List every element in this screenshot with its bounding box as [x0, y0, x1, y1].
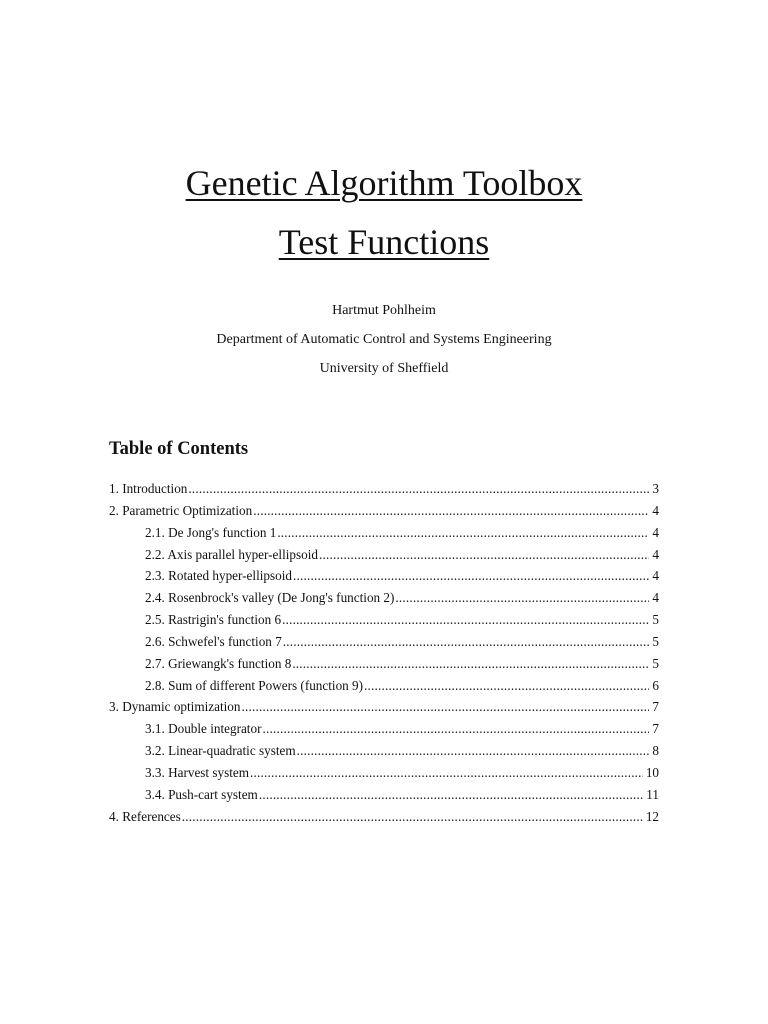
toc-dot-leader [241, 696, 649, 718]
toc-entry-page-number: 7 [652, 721, 659, 737]
toc-entry-page-number: 4 [652, 568, 659, 584]
toc-entry[interactable] [109, 718, 659, 740]
toc-entry-page-number: 6 [652, 677, 659, 693]
toc-dot-leader [395, 587, 649, 609]
toc-entry-label: 2.5. Rastrigin's function 6 [145, 612, 282, 628]
toc-entry-label: 2.4. Rosenbrock's valley (De Jong's function 2) [145, 590, 395, 606]
toc-entry-page-number: 4 [652, 524, 659, 540]
toc-entry-page-number: 10 [645, 764, 659, 780]
toc-entry[interactable] [109, 500, 659, 522]
toc-entry-page-number: 12 [645, 808, 659, 824]
toc-dot-leader [262, 718, 649, 740]
toc-entry[interactable] [109, 675, 659, 697]
department-name: Department of Automatic Control and Systems Engineering [216, 332, 552, 347]
toc-entry[interactable] [109, 784, 659, 806]
toc-dot-leader [297, 740, 650, 762]
toc-entry-page-number: 4 [652, 502, 659, 518]
toc-entry[interactable] [109, 740, 659, 762]
toc-dot-leader [283, 631, 650, 653]
toc-entry-label: 2. Parametric Optimization [109, 502, 253, 518]
toc-entry[interactable] [109, 587, 659, 609]
toc-entry-page-number: 4 [652, 590, 659, 606]
toc-entry-label: 2.8. Sum of different Powers (function 9) [145, 677, 364, 693]
toc-entry-label: 2.1. De Jong's function 1 [145, 524, 277, 540]
toc-entry-label: 2.3. Rotated hyper-ellipsoid [145, 568, 292, 584]
toc-entry[interactable] [109, 696, 659, 718]
toc-entry[interactable] [109, 565, 659, 587]
toc-dot-leader [292, 653, 649, 675]
toc-entry-label: 3. Dynamic optimization [109, 699, 241, 715]
toc-entry-label: 3.1. Double integrator [145, 721, 262, 737]
toc-entry-page-number: 5 [652, 655, 659, 671]
toc-entry[interactable] [109, 522, 659, 544]
toc-dot-leader [293, 565, 649, 587]
toc-dot-leader [364, 675, 649, 697]
document-title-line1: Genetic Algorithm Toolbox [185, 163, 583, 203]
toc-entry-label: 3.4. Push-cart system [145, 786, 258, 802]
toc-entry-page-number: 5 [652, 633, 659, 649]
toc-dot-leader [182, 806, 643, 828]
toc-entry[interactable] [109, 806, 659, 828]
toc-entry-page-number: 5 [652, 612, 659, 628]
toc-entry-label: 1. Introduction [109, 481, 188, 496]
toc-entry-label: 4. References [109, 808, 181, 824]
toc-entry-page-number: 4 [652, 546, 659, 562]
toc-dot-leader [277, 522, 649, 544]
toc-dot-leader [319, 544, 649, 566]
toc-entry[interactable] [109, 631, 659, 653]
toc-entry[interactable] [109, 653, 659, 675]
toc-entry[interactable] [109, 478, 659, 500]
toc-entry-page-number: 7 [652, 699, 659, 715]
toc-dot-leader [282, 609, 649, 631]
table-of-contents [109, 478, 659, 828]
toc-entry[interactable] [109, 762, 659, 784]
toc-entry-page-number: 3 [652, 481, 659, 496]
toc-dot-leader [188, 478, 649, 500]
toc-dot-leader [250, 762, 643, 784]
document-title-line2: Test Functions [278, 222, 490, 262]
toc-heading: Table of Contents [109, 439, 249, 459]
toc-entry-label: 3.3. Harvest system [145, 764, 250, 780]
toc-entry-page-number: 11 [646, 786, 659, 802]
toc-entry[interactable] [109, 544, 659, 566]
author-name: Hartmut Pohlheim [332, 303, 436, 318]
toc-entry-page-number: 8 [652, 743, 659, 759]
toc-entry-label: 2.7. Griewangk's function 8 [145, 655, 292, 671]
toc-dot-leader [259, 784, 643, 806]
toc-entry-label: 3.2. Linear-quadratic system [145, 743, 296, 759]
university-name: University of Sheffield [319, 361, 449, 376]
toc-dot-leader [253, 500, 649, 522]
toc-entry-label: 2.6. Schwefel's function 7 [145, 633, 282, 649]
toc-entry-label: 2.2. Axis parallel hyper-ellipsoid [145, 546, 318, 562]
toc-entry[interactable] [109, 609, 659, 631]
